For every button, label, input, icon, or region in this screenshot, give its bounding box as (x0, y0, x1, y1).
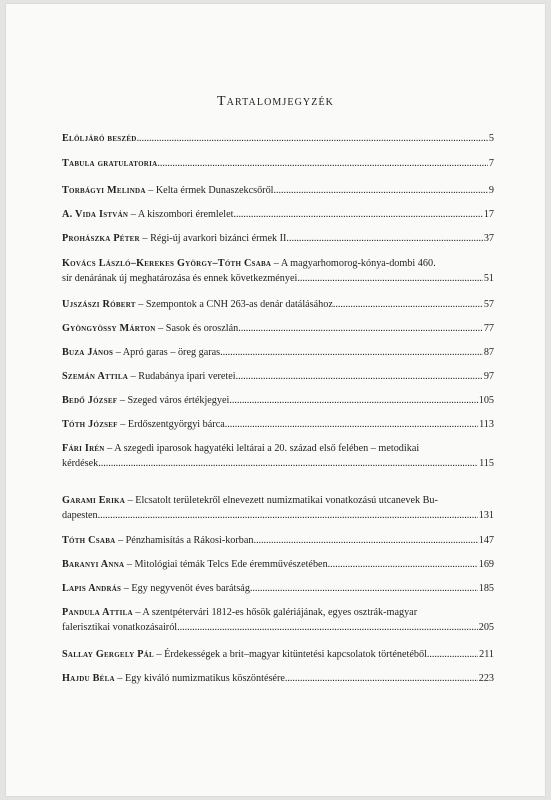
dot-leader (250, 581, 478, 596)
page-number: 77 (483, 323, 494, 334)
toc-title: – Egy negyvenöt éves barátság (121, 583, 250, 594)
toc-line (62, 456, 494, 471)
page-number: 17 (483, 209, 494, 220)
toc-title-continued: falerisztikai vonatkozásairól (62, 622, 178, 633)
page-number: 185 (478, 583, 494, 594)
toc-heading (62, 443, 419, 454)
toc-line (62, 321, 494, 336)
toc-title: – A szentpétervári 1812-es hősök galériájának, egyes osztrák-magyar (132, 607, 418, 618)
toc-heading (62, 156, 157, 171)
toc-author: Torbágyi Melinda (62, 185, 146, 196)
toc-author: Baranyi Anna (62, 559, 125, 570)
toc-title: – Elcsatolt területekről elnevezett numizmatikai vonatkozású utcanevek Bu- (125, 495, 438, 506)
toc-line (62, 369, 494, 384)
toc-title: – Régi-új avarkori bizánci érmek II. (139, 233, 289, 244)
toc-entry (62, 231, 494, 246)
toc-title: – Pénzhamisítás a Rákosi-korban (115, 535, 254, 546)
toc-entry (62, 493, 494, 523)
dot-leader (233, 207, 482, 222)
toc-entry (62, 183, 494, 198)
toc-heading (62, 557, 328, 572)
toc-entry (62, 321, 494, 336)
dot-leader (98, 508, 478, 523)
toc-title: – Egy kiváló numizmatikus köszöntésére (114, 673, 285, 684)
toc-author: Elöljáró beszéd (62, 133, 137, 144)
dot-leader (236, 369, 483, 384)
toc-line (62, 256, 494, 271)
page-number: 205 (478, 622, 494, 633)
dot-leader (238, 321, 483, 336)
toc-heading (62, 417, 225, 432)
toc-author: Szemán Attila (62, 371, 129, 382)
dot-leader (137, 131, 488, 146)
toc-author: A. Vida István (62, 209, 129, 220)
page-number: 131 (478, 510, 494, 521)
toc-author: Hajdu Béla (62, 673, 115, 684)
dot-leader (229, 393, 477, 408)
dot-leader (220, 345, 483, 360)
toc-entry (62, 393, 494, 408)
toc-heading (62, 207, 233, 222)
toc-author: Prohászka Péter (62, 233, 140, 244)
dot-leader (157, 156, 488, 171)
toc-line (62, 231, 494, 246)
page-number: 115 (479, 458, 494, 469)
toc-entry (62, 131, 494, 146)
toc-heading (62, 393, 229, 408)
toc-line (62, 393, 494, 408)
page-number: 147 (478, 535, 494, 546)
toc-title: – Erdőszentgyörgyi bárca (117, 419, 225, 430)
book-page (6, 4, 545, 796)
toc-title-continued: kérdések (62, 458, 99, 469)
toc-heading (62, 321, 238, 336)
dot-leader (289, 231, 483, 246)
toc-heading (62, 533, 254, 548)
page-number: 57 (483, 299, 494, 310)
toc-line (62, 207, 494, 222)
toc-line (62, 271, 494, 286)
toc-heading (62, 231, 289, 246)
page-number: 87 (483, 347, 494, 358)
dot-leader (285, 671, 478, 686)
toc-title: – Mitológiai témák Telcs Ede éremművészetében (124, 559, 328, 570)
toc-title: – Érdekességek a brit–magyar kitüntetési kapcsolatok történetéből (153, 649, 427, 660)
toc-title: – Szempontok a CNH 263-as denár datálásához (135, 299, 333, 310)
toc-entry (62, 441, 494, 471)
toc-author: Lapis András (62, 583, 122, 594)
dot-leader (297, 271, 482, 286)
toc-heading (62, 671, 285, 686)
toc-heading (62, 495, 438, 506)
toc-heading (62, 258, 436, 269)
toc-entry (62, 671, 494, 686)
toc-entry (62, 581, 494, 596)
page-number: 51 (483, 273, 494, 284)
toc-line (62, 297, 494, 312)
toc-entry (62, 369, 494, 384)
toc-title-continued: sír denárának új meghatározása és ennek következményei (62, 273, 298, 284)
toc-title: – Rudabánya ipari veretei (128, 371, 236, 382)
toc-author: Fári Irén (62, 443, 105, 454)
page-number: 9 (488, 185, 494, 196)
toc-author: Bedő József (62, 395, 118, 406)
page-number: 113 (479, 419, 494, 430)
toc-line (62, 620, 494, 635)
toc-line (62, 581, 494, 596)
toc-line (62, 345, 494, 360)
toc-entry (62, 207, 494, 222)
toc-title-continued: dapesten (62, 510, 98, 521)
toc-heading (62, 369, 236, 384)
toc-line (62, 508, 494, 523)
dot-leader (427, 647, 478, 662)
toc-entry (62, 156, 494, 171)
toc-author: Tóth Csaba (62, 535, 116, 546)
toc-title: – Kelta érmek Dunaszekcsőről (145, 185, 274, 196)
toc-line (62, 493, 494, 508)
toc-heading (62, 607, 417, 618)
toc-line (62, 605, 494, 620)
toc-line (62, 183, 494, 198)
toc-title: – Szeged város értékjegyei (117, 395, 230, 406)
toc-entry (62, 256, 494, 286)
dot-leader (328, 557, 478, 572)
toc-heading (62, 131, 137, 146)
toc-line (62, 533, 494, 548)
dot-leader (177, 620, 478, 635)
toc-author: Ujszászi Róbert (62, 299, 136, 310)
page-number: 211 (479, 649, 494, 660)
toc-author: Buza János (62, 347, 114, 358)
page-number: 5 (488, 133, 494, 144)
toc-line (62, 156, 494, 171)
page-number: 7 (488, 158, 494, 169)
toc-title: – A kiszombori éremlelet (128, 209, 234, 220)
toc-author: Kovács László–Kerekes György–Tóth Csaba (62, 258, 272, 269)
toc-entry (62, 647, 494, 662)
toc-title: – A magyarhomorog-kónya-dombi 460. (271, 258, 436, 269)
page-number: 105 (478, 395, 494, 406)
toc-author: Gyöngyössy Márton (62, 323, 156, 334)
toc-title: – A szegedi iparosok hagyatéki leltárai a 20. század első felében – metodikai (104, 443, 420, 454)
toc-heading (62, 581, 250, 596)
dot-leader (254, 533, 478, 548)
toc-line (62, 441, 494, 456)
toc-title: – Sasok és oroszlán (155, 323, 239, 334)
toc-line (62, 417, 494, 432)
toc-author: Tabula gratulatoria (62, 158, 158, 169)
dot-leader (333, 297, 483, 312)
toc-entry (62, 297, 494, 312)
page-number: 223 (478, 673, 494, 684)
toc-entry (62, 345, 494, 360)
toc-author: Pandula Attila (62, 607, 133, 618)
toc-line (62, 647, 494, 662)
toc-heading (62, 345, 220, 360)
page-number: 169 (478, 559, 494, 570)
toc-heading (62, 297, 333, 312)
toc-entry (62, 557, 494, 572)
toc-author: Tóth József (62, 419, 118, 430)
toc-author: Garami Erika (62, 495, 126, 506)
dot-leader (225, 417, 478, 432)
toc-heading (62, 647, 427, 662)
toc-line (62, 131, 494, 146)
toc-entry (62, 605, 494, 635)
dot-leader (274, 183, 488, 198)
toc-line (62, 557, 494, 572)
toc-entry (62, 533, 494, 548)
page-number: 97 (483, 371, 494, 382)
page-number: 37 (483, 233, 494, 244)
toc-heading (62, 183, 274, 198)
toc-title: – Apró garas – öreg garas (113, 347, 221, 358)
toc-line (62, 671, 494, 686)
dot-leader (98, 456, 478, 471)
toc-entry (62, 417, 494, 432)
page-title: Tartalomjegyzék (217, 94, 334, 109)
toc-author: Sallay Gergely Pál (62, 649, 154, 660)
